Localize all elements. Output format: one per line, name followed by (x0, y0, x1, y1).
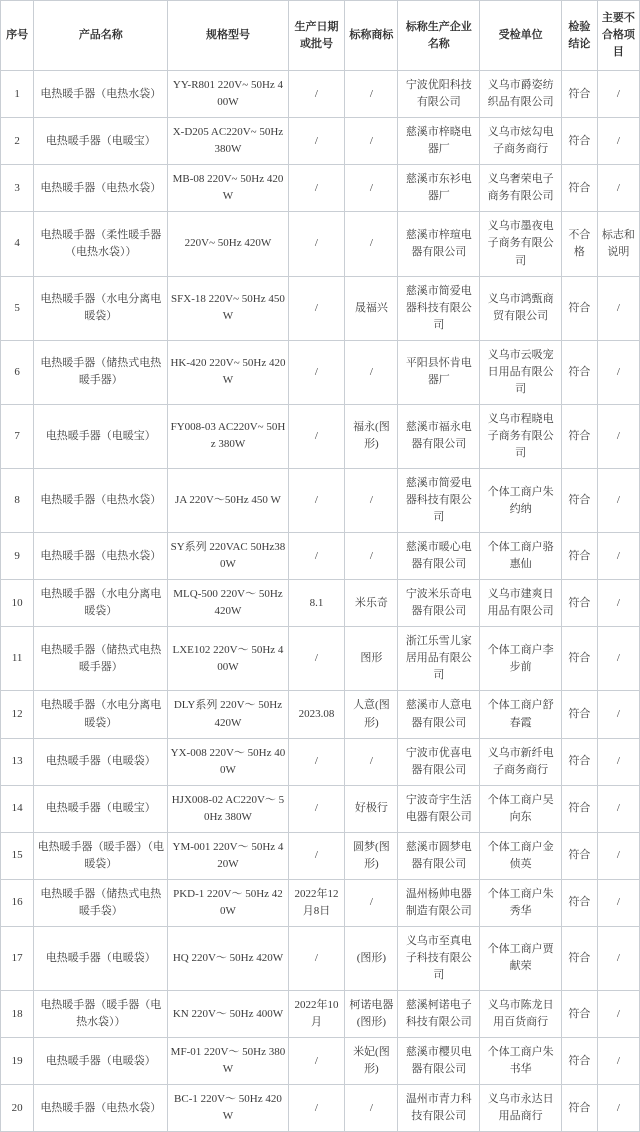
cell-spec-model: YY-R801 220V~ 50Hz 400W (168, 71, 288, 118)
table-row (1, 832, 640, 879)
cell-serial-number: 2 (1, 118, 34, 165)
cell-failed-items: / (597, 340, 639, 404)
cell-inspected-unit: 义乌市爵姿纺织品有限公司 (480, 71, 562, 118)
cell-conclusion: 符合 (561, 1038, 597, 1085)
cell-failed-items: / (597, 118, 639, 165)
cell-product-name: 电热暖手器（电暖袋） (34, 738, 168, 785)
cell-inspected-unit: 个体工商户朱秀华 (480, 879, 562, 926)
cell-failed-items: / (597, 879, 639, 926)
cell-trademark: 柯诺电器(图形) (345, 991, 398, 1038)
cell-product-name: 电热暖手器（柔性暖手器（电热水袋）） (34, 212, 168, 276)
cell-product-name: 电热暖手器（储热式电热暖手袋） (34, 879, 168, 926)
cell-serial-number: 8 (1, 468, 34, 532)
cell-product-name: 电热暖手器（暖手器（电热水袋）） (34, 991, 168, 1038)
column-header: 产品名称 (34, 1, 168, 71)
cell-conclusion: 符合 (561, 785, 597, 832)
cell-manufacturer: 慈溪市樱贝电器有限公司 (398, 1038, 480, 1085)
cell-serial-number: 12 (1, 691, 34, 738)
table-row (1, 926, 640, 990)
cell-production-date: 2022年10月 (288, 991, 345, 1038)
cell-conclusion: 符合 (561, 1085, 597, 1132)
cell-inspected-unit: 个体工商户贾献荣 (480, 926, 562, 990)
cell-trademark: 图形 (345, 627, 398, 691)
cell-conclusion: 符合 (561, 165, 597, 212)
cell-manufacturer: 浙江乐雪儿家居用品有限公司 (398, 627, 480, 691)
cell-failed-items: / (597, 165, 639, 212)
cell-conclusion: 符合 (561, 627, 597, 691)
cell-manufacturer: 慈溪市简爱电器科技有限公司 (398, 468, 480, 532)
cell-production-date: / (288, 165, 345, 212)
cell-spec-model: DLY系列 220V～ 50Hz 420W (168, 691, 288, 738)
table-row (1, 691, 640, 738)
cell-product-name: 电热暖手器（储热式电热暖手器） (34, 627, 168, 691)
cell-failed-items: / (597, 1085, 639, 1132)
cell-spec-model: KN 220V～ 50Hz 400W (168, 991, 288, 1038)
cell-trademark: / (345, 340, 398, 404)
cell-manufacturer: 宁波米乐奇电器有限公司 (398, 580, 480, 627)
table-row (1, 533, 640, 580)
cell-serial-number: 9 (1, 533, 34, 580)
cell-production-date: / (288, 404, 345, 468)
cell-inspected-unit: 个体工商户舒春霞 (480, 691, 562, 738)
cell-trademark: / (345, 738, 398, 785)
cell-inspected-unit: 个体工商户吴向东 (480, 785, 562, 832)
cell-conclusion: 符合 (561, 580, 597, 627)
cell-production-date: / (288, 1085, 345, 1132)
cell-inspected-unit: 个体工商户李步前 (480, 627, 562, 691)
table-row (1, 404, 640, 468)
table-row (1, 165, 640, 212)
cell-product-name: 电热暖手器（暖手器）（电暖袋） (34, 832, 168, 879)
cell-trademark: / (345, 879, 398, 926)
cell-product-name: 电热暖手器（水电分离电暖袋） (34, 276, 168, 340)
column-header: 序号 (1, 1, 34, 71)
cell-conclusion: 不合格 (561, 212, 597, 276)
table-header-row (1, 1, 640, 71)
column-header: 主要不合格项目 (597, 1, 639, 71)
cell-spec-model: JA 220V～50Hz 450 W (168, 468, 288, 532)
cell-trademark: 晟福兴 (345, 276, 398, 340)
cell-conclusion: 符合 (561, 276, 597, 340)
cell-production-date: / (288, 533, 345, 580)
cell-trademark: (图形) (345, 926, 398, 990)
table-row (1, 580, 640, 627)
cell-serial-number: 1 (1, 71, 34, 118)
cell-inspected-unit: 义乌市陈龙日用百货商行 (480, 991, 562, 1038)
cell-manufacturer: 慈溪市简爱电器科技有限公司 (398, 276, 480, 340)
cell-manufacturer: 慈溪市梓晓电器厂 (398, 118, 480, 165)
cell-inspected-unit: 个体工商户骆惠仙 (480, 533, 562, 580)
table-row (1, 879, 640, 926)
cell-spec-model: HJX008-02 AC220V～ 50Hz 380W (168, 785, 288, 832)
cell-spec-model: BC-1 220V～ 50Hz 420W (168, 1085, 288, 1132)
table-row (1, 627, 640, 691)
cell-failed-items: / (597, 1038, 639, 1085)
cell-serial-number: 16 (1, 879, 34, 926)
cell-conclusion: 符合 (561, 118, 597, 165)
cell-failed-items: / (597, 404, 639, 468)
table-row (1, 991, 640, 1038)
cell-conclusion: 符合 (561, 926, 597, 990)
cell-failed-items: / (597, 627, 639, 691)
cell-product-name: 电热暖手器（电暖宝） (34, 785, 168, 832)
cell-manufacturer: 慈溪市福永电器有限公司 (398, 404, 480, 468)
cell-failed-items: / (597, 71, 639, 118)
cell-conclusion: 符合 (561, 691, 597, 738)
cell-manufacturer: 慈溪市人意电器有限公司 (398, 691, 480, 738)
table-row (1, 340, 640, 404)
cell-spec-model: X-D205 AC220V~ 50Hz 380W (168, 118, 288, 165)
cell-trademark: 人意(图形) (345, 691, 398, 738)
cell-product-name: 电热暖手器（电热水袋） (34, 533, 168, 580)
cell-serial-number: 6 (1, 340, 34, 404)
cell-production-date: / (288, 212, 345, 276)
cell-trademark: 米妃(图形) (345, 1038, 398, 1085)
cell-inspected-unit: 个体工商户朱书华 (480, 1038, 562, 1085)
cell-product-name: 电热暖手器（储热式电热暖手器） (34, 340, 168, 404)
cell-conclusion: 符合 (561, 832, 597, 879)
cell-conclusion: 符合 (561, 340, 597, 404)
cell-conclusion: 符合 (561, 468, 597, 532)
cell-failed-items: / (597, 691, 639, 738)
table-row (1, 738, 640, 785)
cell-manufacturer: 慈溪柯诺电子科技有限公司 (398, 991, 480, 1038)
column-header: 标称生产企业名称 (398, 1, 480, 71)
cell-manufacturer: 慈溪市梓瑄电器有限公司 (398, 212, 480, 276)
cell-inspected-unit: 义乌市程晓电子商务有限公司 (480, 404, 562, 468)
cell-production-date: / (288, 340, 345, 404)
cell-trademark: 米乐奇 (345, 580, 398, 627)
cell-product-name: 电热暖手器（电暖宝） (34, 118, 168, 165)
table-row (1, 71, 640, 118)
cell-manufacturer: 宁波市优喜电器有限公司 (398, 738, 480, 785)
cell-failed-items: / (597, 533, 639, 580)
cell-production-date: / (288, 785, 345, 832)
cell-failed-items: / (597, 468, 639, 532)
cell-production-date: / (288, 926, 345, 990)
cell-spec-model: SFX-18 220V~ 50Hz 450W (168, 276, 288, 340)
cell-production-date: 2023.08 (288, 691, 345, 738)
cell-product-name: 电热暖手器（电热水袋） (34, 165, 168, 212)
table-body (1, 71, 640, 1132)
cell-product-name: 电热暖手器（电暖袋） (34, 1038, 168, 1085)
cell-spec-model: MLQ-500 220V～ 50Hz 420W (168, 580, 288, 627)
cell-serial-number: 4 (1, 212, 34, 276)
cell-serial-number: 11 (1, 627, 34, 691)
cell-inspected-unit: 义乌奢荣电子商务有限公司 (480, 165, 562, 212)
cell-product-name: 电热暖手器（电热水袋） (34, 1085, 168, 1132)
cell-failed-items: / (597, 738, 639, 785)
cell-trademark: 好极行 (345, 785, 398, 832)
cell-product-name: 电热暖手器（水电分离电暖袋） (34, 691, 168, 738)
cell-serial-number: 14 (1, 785, 34, 832)
cell-inspected-unit: 义乌市新纤电子商务商行 (480, 738, 562, 785)
cell-inspected-unit: 义乌市建爽日用品有限公司 (480, 580, 562, 627)
cell-inspected-unit: 义乌市墨夜电子商务有限公司 (480, 212, 562, 276)
cell-conclusion: 符合 (561, 879, 597, 926)
cell-serial-number: 3 (1, 165, 34, 212)
cell-trademark: 福永(图形) (345, 404, 398, 468)
cell-production-date: / (288, 118, 345, 165)
cell-failed-items: / (597, 580, 639, 627)
cell-failed-items: / (597, 832, 639, 879)
cell-inspected-unit: 个体工商户金侦英 (480, 832, 562, 879)
table-row (1, 468, 640, 532)
cell-manufacturer: 宁波奇宇生活电器有限公司 (398, 785, 480, 832)
cell-spec-model: 220V~ 50Hz 420W (168, 212, 288, 276)
cell-product-name: 电热暖手器（水电分离电暖袋） (34, 580, 168, 627)
cell-manufacturer: 慈溪市东衫电器厂 (398, 165, 480, 212)
cell-failed-items: / (597, 991, 639, 1038)
cell-serial-number: 7 (1, 404, 34, 468)
table-row (1, 212, 640, 276)
column-header: 规格型号 (168, 1, 288, 71)
column-header: 生产日期或批号 (288, 1, 345, 71)
table-row (1, 785, 640, 832)
cell-production-date: / (288, 468, 345, 532)
cell-manufacturer: 平阳县怀肯电器厂 (398, 340, 480, 404)
cell-conclusion: 符合 (561, 404, 597, 468)
cell-spec-model: MB-08 220V~ 50Hz 420W (168, 165, 288, 212)
cell-trademark: / (345, 1085, 398, 1132)
cell-failed-items: / (597, 926, 639, 990)
cell-serial-number: 5 (1, 276, 34, 340)
table-row (1, 1085, 640, 1132)
cell-production-date: / (288, 276, 345, 340)
cell-spec-model: HQ 220V～ 50Hz 420W (168, 926, 288, 990)
cell-serial-number: 17 (1, 926, 34, 990)
cell-conclusion: 符合 (561, 71, 597, 118)
cell-spec-model: PKD-1 220V～ 50Hz 420W (168, 879, 288, 926)
cell-serial-number: 13 (1, 738, 34, 785)
cell-product-name: 电热暖手器（电暖袋） (34, 926, 168, 990)
cell-production-date: / (288, 832, 345, 879)
cell-trademark: / (345, 165, 398, 212)
cell-spec-model: SY系列 220VAC 50Hz380W (168, 533, 288, 580)
cell-conclusion: 符合 (561, 533, 597, 580)
cell-spec-model: FY008-03 AC220V~ 50Hz 380W (168, 404, 288, 468)
cell-trademark: 圆梦(图形) (345, 832, 398, 879)
table-row (1, 118, 640, 165)
cell-manufacturer: 义乌市至真电子科技有限公司 (398, 926, 480, 990)
cell-serial-number: 10 (1, 580, 34, 627)
cell-trademark: / (345, 71, 398, 118)
cell-manufacturer: 宁波优阳科技有限公司 (398, 71, 480, 118)
cell-spec-model: YX-008 220V～ 50Hz 400W (168, 738, 288, 785)
cell-trademark: / (345, 212, 398, 276)
cell-spec-model: HK-420 220V~ 50Hz 420W (168, 340, 288, 404)
cell-production-date: 8.1 (288, 580, 345, 627)
cell-serial-number: 20 (1, 1085, 34, 1132)
cell-conclusion: 符合 (561, 738, 597, 785)
cell-product-name: 电热暖手器（电热水袋） (34, 71, 168, 118)
cell-failed-items: / (597, 276, 639, 340)
cell-production-date: / (288, 627, 345, 691)
cell-serial-number: 18 (1, 991, 34, 1038)
column-header: 检验结论 (561, 1, 597, 71)
cell-product-name: 电热暖手器（电热水袋） (34, 468, 168, 532)
table-row (1, 276, 640, 340)
cell-manufacturer: 慈溪市圆梦电器有限公司 (398, 832, 480, 879)
cell-inspected-unit: 个体工商户朱约纳 (480, 468, 562, 532)
cell-conclusion: 符合 (561, 991, 597, 1038)
column-header: 受检单位 (480, 1, 562, 71)
cell-production-date: / (288, 71, 345, 118)
cell-manufacturer: 温州杨帅电器制造有限公司 (398, 879, 480, 926)
cell-production-date: 2022年12月8日 (288, 879, 345, 926)
cell-inspected-unit: 义乌市云吸宠日用品有限公司 (480, 340, 562, 404)
cell-serial-number: 19 (1, 1038, 34, 1085)
cell-manufacturer: 慈溪市暖心电器有限公司 (398, 533, 480, 580)
cell-trademark: / (345, 118, 398, 165)
cell-spec-model: YM-001 220V～ 50Hz 420W (168, 832, 288, 879)
cell-trademark: / (345, 533, 398, 580)
cell-serial-number: 15 (1, 832, 34, 879)
cell-product-name: 电热暖手器（电暖宝） (34, 404, 168, 468)
cell-manufacturer: 温州市青力科技有限公司 (398, 1085, 480, 1132)
cell-spec-model: LXE102 220V～ 50Hz 400W (168, 627, 288, 691)
cell-production-date: / (288, 1038, 345, 1085)
cell-trademark: / (345, 468, 398, 532)
cell-failed-items: 标志和说明 (597, 212, 639, 276)
cell-production-date: / (288, 738, 345, 785)
table-row (1, 1038, 640, 1085)
cell-inspected-unit: 义乌市炫勾电子商务商行 (480, 118, 562, 165)
cell-inspected-unit: 义乌市鸿甄商贸有限公司 (480, 276, 562, 340)
cell-spec-model: MF-01 220V～ 50Hz 380W (168, 1038, 288, 1085)
cell-failed-items: / (597, 785, 639, 832)
cell-inspected-unit: 义乌市永达日用品商行 (480, 1085, 562, 1132)
column-header: 标称商标 (345, 1, 398, 71)
